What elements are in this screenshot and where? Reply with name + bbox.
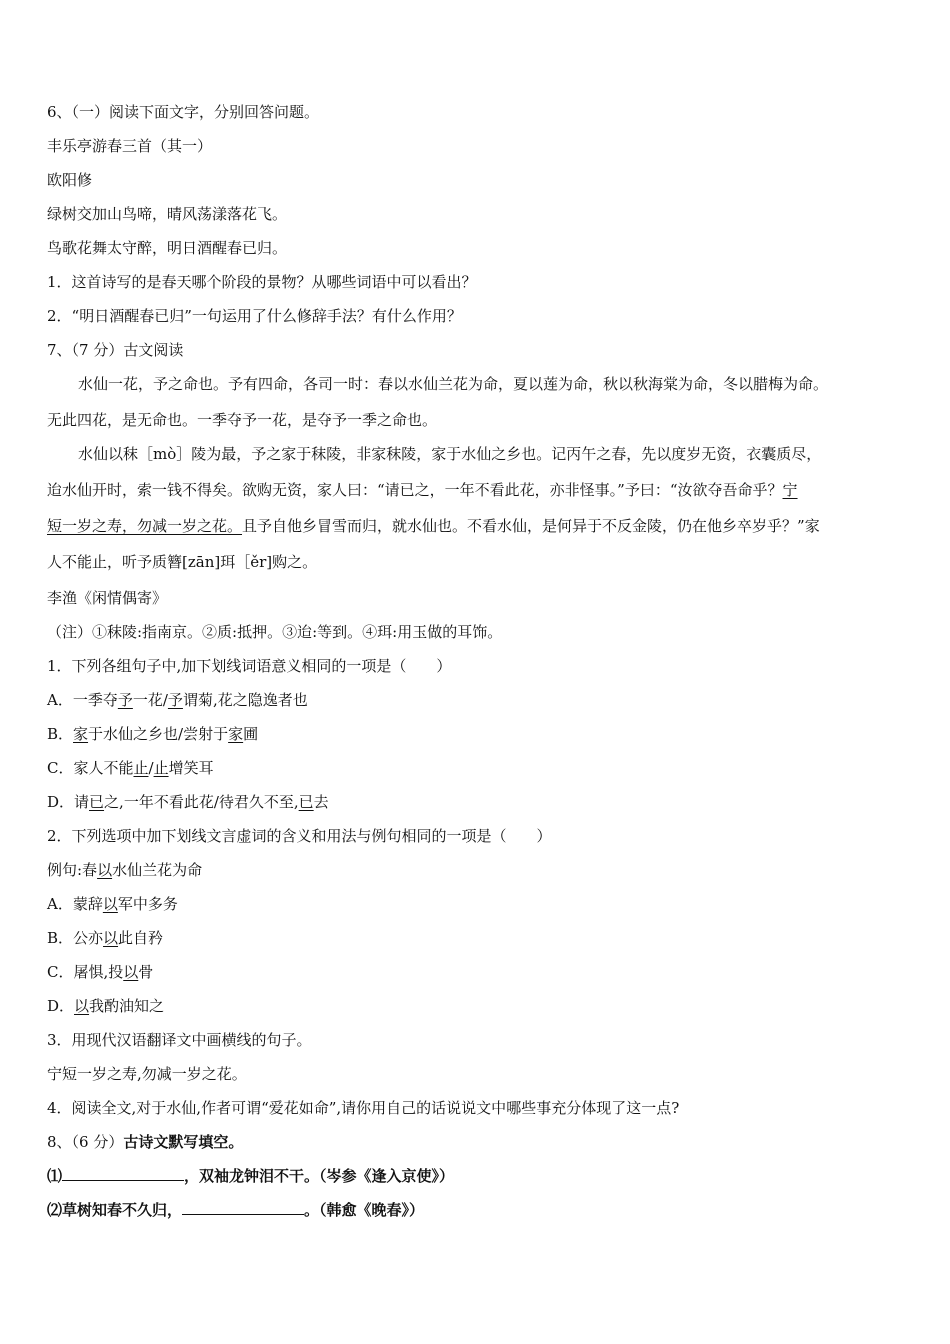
q7-1-option-d: D．请已之,一年不看此花/待君久不至,已去 — [47, 793, 329, 811]
q7-header: 7、（7 分）古文阅读 — [47, 341, 184, 359]
passage-p2-line-3: 短一岁之寿，勿减一岁之花。且予自他乡冒雪而归，就水仙也。不看水仙，是何异于不反金陵，仍在他乡卒岁乎？”家 — [47, 517, 820, 535]
q7-1-option-c: C．家人不能止/止增笑耳 — [47, 759, 214, 777]
q6-sub-question-2: 2．“明日酒醒春已归”一句运用了什么修辞手法？有什么作用？ — [47, 307, 462, 325]
underlined-sentence-start: 宁 — [782, 481, 798, 499]
q7-sub-question-4: 4．阅读全文,对于水仙,作者可谓“爱花如命”,请你用自己的话说说文中哪些事充分体现了这一点? — [47, 1099, 680, 1117]
passage-p1-line-2: 无此四花，是无命也。一季夺予一花，是夺予一季之命也。 — [47, 411, 438, 429]
poem-author: 欧阳修 — [47, 171, 93, 189]
q6-header: 6、（一）阅读下面文字，分别回答问题。 — [47, 103, 320, 121]
q7-2-option-a: A．蒙辞以军中多务 — [47, 895, 178, 913]
q8-item-2: ⑵草树知春不久归， 。（韩愈《晚春》） — [47, 1201, 425, 1219]
passage-p2-line-1: 水仙以秣［mò］陵为最，予之家于秣陵，非家秣陵，家于水仙之乡也。记丙午之春，先以度岁无资，衣囊质尽， — [78, 445, 822, 463]
q7-sub-question-3: 3．用现代汉语翻译文中画横线的句子。 — [47, 1031, 312, 1049]
q7-sub-question-1: 1．下列各组句子中,加下划线词语意义相同的一项是（ ） — [47, 657, 452, 675]
q7-sub-question-2: 2．下列选项中加下划线文言虚词的含义和用法与例句相同的一项是（ ） — [47, 827, 552, 845]
passage-p1-line-1: 水仙一花，予之命也。予有四命，各司一时：春以水仙兰花为命，夏以莲为命，秋以秋海棠为命，冬以腊梅为命。 — [78, 375, 829, 393]
q7-1-option-b: B．家于水仙之乡也/尝射于家圃 — [47, 725, 259, 743]
q8-item-1: ⑴ ，双袖龙钟泪不干。（岑参《逢入京使》） — [47, 1167, 455, 1185]
poem-verse-1: 绿树交加山鸟啼，晴风荡漾落花飞。 — [47, 205, 288, 223]
underlined-sentence: 短一岁之寿，勿减一岁之花。 — [47, 517, 243, 535]
fill-blank-2[interactable] — [182, 1200, 304, 1215]
q6-sub-question-1: 1．这首诗写的是春天哪个阶段的景物？从哪些词语中可以看出？ — [47, 273, 477, 291]
q8-header: 8、（6 分）古诗文默写填空。 — [47, 1133, 244, 1151]
fill-blank-1[interactable] — [62, 1166, 184, 1181]
q7-3-sentence: 宁短一岁之寿,勿减一岁之花。 — [47, 1065, 247, 1083]
q7-2-option-d: D．以我酌油知之 — [47, 997, 165, 1015]
passage-p2-line-2: 迨水仙开时，索一钱不得矣。欲购无资，家人曰：“请已之，一年不看此花，亦非怪事。”予曰：“汝欲夺吾命乎？宁 — [47, 481, 798, 499]
poem-verse-2: 鸟歌花舞太守醉，明日酒醒春已归。 — [47, 239, 288, 257]
q7-2-option-b: B．公亦以此自矜 — [47, 929, 164, 947]
q7-1-option-a: A．一季夺予一花/予谓菊,花之隐逸者也 — [47, 691, 308, 709]
passage-p2-line-4: 人不能止，听予质簪[zān]珥［ěr]购之。 — [47, 553, 318, 571]
passage-source: 李渔《闲情偶寄》 — [47, 589, 168, 607]
q7-2-example: 例句:春以水仙兰花为命 — [47, 861, 203, 879]
passage-notes: （注）①秣陵:指南京。②质:抵押。③迨:等到。④珥:用玉做的耳饰。 — [47, 623, 503, 641]
poem-title: 丰乐亭游春三首（其一） — [47, 137, 213, 155]
q7-2-option-c: C．屠惧,投以骨 — [47, 963, 154, 981]
